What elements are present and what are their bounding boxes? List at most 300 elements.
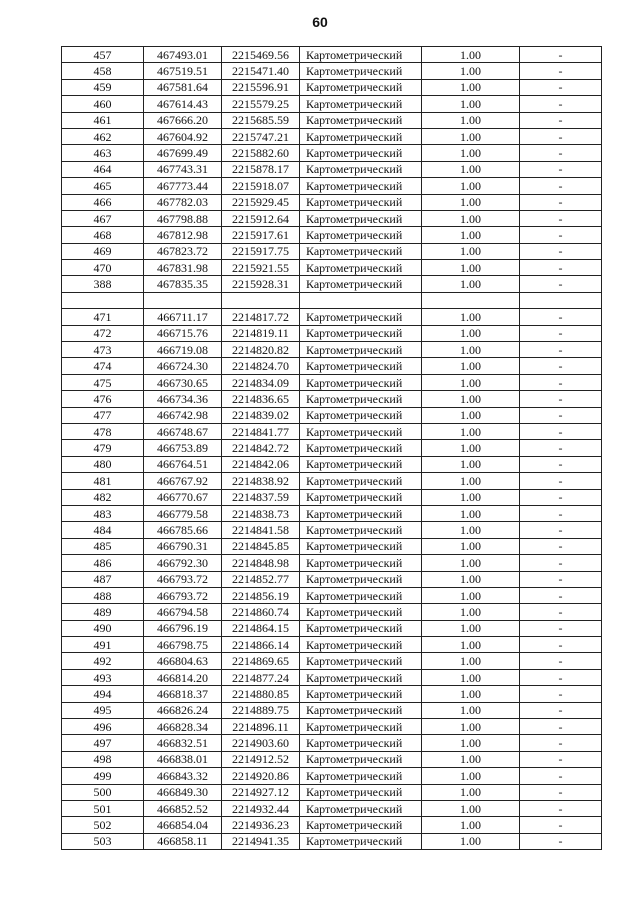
method-cell: Картометрический	[300, 112, 422, 128]
x-coordinate-cell: 466849.30	[144, 784, 222, 800]
method-cell: Картометрический	[300, 800, 422, 816]
method-cell: Картометрический	[300, 719, 422, 735]
point-number-cell: 473	[62, 342, 144, 358]
description-cell: -	[520, 686, 602, 702]
point-number-cell: 459	[62, 79, 144, 95]
point-number-cell: 476	[62, 391, 144, 407]
x-coordinate-cell: 466838.01	[144, 751, 222, 767]
accuracy-cell: 1.00	[422, 440, 520, 456]
table-row	[62, 538, 602, 554]
point-number-cell: 501	[62, 800, 144, 816]
y-coordinate-cell: 2214927.12	[222, 784, 300, 800]
method-cell: Картометрический	[300, 735, 422, 751]
description-cell: -	[520, 719, 602, 735]
x-coordinate-cell: 466734.36	[144, 391, 222, 407]
x-coordinate-cell: 466826.24	[144, 702, 222, 718]
x-coordinate-cell: 466753.89	[144, 440, 222, 456]
table-row	[62, 440, 602, 456]
description-cell: -	[520, 768, 602, 784]
description-cell: -	[520, 620, 602, 636]
method-cell: Картометрический	[300, 637, 422, 653]
table-row-empty	[62, 292, 602, 308]
accuracy-cell: 1.00	[422, 489, 520, 505]
x-coordinate-cell: 466858.11	[144, 833, 222, 849]
y-coordinate-cell: 2214903.60	[222, 735, 300, 751]
x-coordinate-cell: 467743.31	[144, 161, 222, 177]
method-cell: Картометрический	[300, 325, 422, 341]
x-coordinate-cell: 466828.34	[144, 719, 222, 735]
table-row	[62, 637, 602, 653]
accuracy-cell: 1.00	[422, 686, 520, 702]
method-cell: Картометрический	[300, 571, 422, 587]
point-number-cell: 483	[62, 505, 144, 521]
y-coordinate-cell: 2214838.92	[222, 473, 300, 489]
description-cell: -	[520, 669, 602, 685]
table-row	[62, 768, 602, 784]
description-cell: -	[520, 227, 602, 243]
description-cell: -	[520, 653, 602, 669]
accuracy-cell: 1.00	[422, 456, 520, 472]
y-coordinate-cell: 2214839.02	[222, 407, 300, 423]
description-cell: -	[520, 538, 602, 554]
table-row	[62, 587, 602, 603]
table-row	[62, 473, 602, 489]
accuracy-cell: 1.00	[422, 227, 520, 243]
x-coordinate-cell: 467831.98	[144, 260, 222, 276]
description-cell: -	[520, 342, 602, 358]
y-coordinate-cell: 2214842.72	[222, 440, 300, 456]
accuracy-cell: 1.00	[422, 669, 520, 685]
table-row	[62, 555, 602, 571]
x-coordinate-cell: 466742.98	[144, 407, 222, 423]
method-cell: Картометрический	[300, 407, 422, 423]
table-row	[62, 128, 602, 144]
point-number-cell: 469	[62, 243, 144, 259]
table-row	[62, 243, 602, 259]
method-cell: Картометрический	[300, 178, 422, 194]
method-cell: Картометрический	[300, 194, 422, 210]
table-row	[62, 669, 602, 685]
point-number-cell: 491	[62, 637, 144, 653]
point-number-cell: 489	[62, 604, 144, 620]
x-coordinate-cell: 466748.67	[144, 423, 222, 439]
method-cell: Картометрический	[300, 391, 422, 407]
accuracy-cell: 1.00	[422, 210, 520, 226]
x-coordinate-cell: 467614.43	[144, 96, 222, 112]
description-cell: -	[520, 358, 602, 374]
point-number-cell: 457	[62, 47, 144, 63]
y-coordinate-cell: 2214869.65	[222, 653, 300, 669]
accuracy-cell: 1.00	[422, 751, 520, 767]
description-cell: -	[520, 47, 602, 63]
y-coordinate-cell: 2214834.09	[222, 374, 300, 390]
y-coordinate-cell: 2214819.11	[222, 325, 300, 341]
y-coordinate-cell: 2215882.60	[222, 145, 300, 161]
accuracy-cell: 1.00	[422, 161, 520, 177]
x-coordinate-cell: 467782.03	[144, 194, 222, 210]
accuracy-cell: 1.00	[422, 768, 520, 784]
x-coordinate-cell: 467666.20	[144, 112, 222, 128]
point-number-cell: 479	[62, 440, 144, 456]
y-coordinate-cell: 2214838.73	[222, 505, 300, 521]
point-number-cell: 465	[62, 178, 144, 194]
table-row	[62, 751, 602, 767]
description-cell: -	[520, 79, 602, 95]
method-cell: Картометрический	[300, 604, 422, 620]
table-row	[62, 178, 602, 194]
x-coordinate-cell: 466832.51	[144, 735, 222, 751]
point-number-cell: 475	[62, 374, 144, 390]
x-coordinate-cell: 466724.30	[144, 358, 222, 374]
table-row	[62, 686, 602, 702]
table-row	[62, 489, 602, 505]
accuracy-cell: 1.00	[422, 423, 520, 439]
description-cell: -	[520, 260, 602, 276]
accuracy-cell: 1.00	[422, 112, 520, 128]
accuracy-cell: 1.00	[422, 309, 520, 325]
method-cell: Картометрический	[300, 473, 422, 489]
x-coordinate-cell: 466852.52	[144, 800, 222, 816]
method-cell: Картометрический	[300, 555, 422, 571]
y-coordinate-cell: 2214866.14	[222, 637, 300, 653]
table-row	[62, 112, 602, 128]
accuracy-cell: 1.00	[422, 719, 520, 735]
table-row	[62, 571, 602, 587]
accuracy-cell: 1.00	[422, 63, 520, 79]
method-cell: Картометрический	[300, 702, 422, 718]
point-number-cell: 502	[62, 817, 144, 833]
description-cell: -	[520, 194, 602, 210]
table-row	[62, 276, 602, 292]
accuracy-cell: 1.00	[422, 571, 520, 587]
table-row	[62, 784, 602, 800]
table-row	[62, 227, 602, 243]
method-cell: Картометрический	[300, 653, 422, 669]
accuracy-cell: 1.00	[422, 194, 520, 210]
description-cell: -	[520, 391, 602, 407]
table-row	[62, 833, 602, 849]
table-row	[62, 374, 602, 390]
x-coordinate-cell: 467519.51	[144, 63, 222, 79]
accuracy-cell: 1.00	[422, 260, 520, 276]
accuracy-cell: 1.00	[422, 604, 520, 620]
x-coordinate-cell: 467493.01	[144, 47, 222, 63]
y-coordinate-cell: 2214877.24	[222, 669, 300, 685]
point-number-cell: 500	[62, 784, 144, 800]
method-cell: Картометрический	[300, 79, 422, 95]
point-number-cell: 474	[62, 358, 144, 374]
table-row	[62, 325, 602, 341]
x-coordinate-cell: 467835.35	[144, 276, 222, 292]
point-number-cell: 472	[62, 325, 144, 341]
x-coordinate-cell: 466767.92	[144, 473, 222, 489]
table-row	[62, 96, 602, 112]
point-number-cell: 493	[62, 669, 144, 685]
x-coordinate-cell: 467699.49	[144, 145, 222, 161]
accuracy-cell: 1.00	[422, 620, 520, 636]
y-coordinate-cell: 2214889.75	[222, 702, 300, 718]
table-row	[62, 260, 602, 276]
y-coordinate-cell: 2214836.65	[222, 391, 300, 407]
accuracy-cell	[422, 292, 520, 308]
x-coordinate-cell: 466854.04	[144, 817, 222, 833]
accuracy-cell: 1.00	[422, 817, 520, 833]
y-coordinate-cell: 2214880.85	[222, 686, 300, 702]
description-cell: -	[520, 489, 602, 505]
point-number-cell: 495	[62, 702, 144, 718]
y-coordinate-cell: 2214842.06	[222, 456, 300, 472]
y-coordinate-cell: 2214841.77	[222, 423, 300, 439]
description-cell: -	[520, 309, 602, 325]
y-coordinate-cell: 2215921.55	[222, 260, 300, 276]
point-number-cell: 466	[62, 194, 144, 210]
y-coordinate-cell: 2215685.59	[222, 112, 300, 128]
accuracy-cell: 1.00	[422, 374, 520, 390]
table-row	[62, 145, 602, 161]
x-coordinate-cell: 466785.66	[144, 522, 222, 538]
point-number-cell: 478	[62, 423, 144, 439]
point-number-cell: 482	[62, 489, 144, 505]
description-cell: -	[520, 276, 602, 292]
y-coordinate-cell: 2215917.75	[222, 243, 300, 259]
method-cell: Картометрический	[300, 505, 422, 521]
y-coordinate-cell: 2215918.07	[222, 178, 300, 194]
method-cell: Картометрический	[300, 309, 422, 325]
description-cell: -	[520, 112, 602, 128]
y-coordinate-cell: 2215878.17	[222, 161, 300, 177]
y-coordinate-cell: 2214820.82	[222, 342, 300, 358]
point-number-cell: 480	[62, 456, 144, 472]
x-coordinate-cell: 466793.72	[144, 587, 222, 603]
point-number-cell: 462	[62, 128, 144, 144]
accuracy-cell: 1.00	[422, 522, 520, 538]
method-cell: Картометрический	[300, 768, 422, 784]
method-cell: Картометрический	[300, 751, 422, 767]
accuracy-cell: 1.00	[422, 538, 520, 554]
description-cell: -	[520, 96, 602, 112]
method-cell: Картометрический	[300, 63, 422, 79]
description-cell: -	[520, 325, 602, 341]
method-cell: Картометрический	[300, 210, 422, 226]
method-cell: Картометрический	[300, 128, 422, 144]
method-cell: Картометрический	[300, 522, 422, 538]
description-cell: -	[520, 128, 602, 144]
accuracy-cell: 1.00	[422, 145, 520, 161]
point-number-cell: 463	[62, 145, 144, 161]
x-coordinate-cell: 466715.76	[144, 325, 222, 341]
table-row	[62, 620, 602, 636]
point-number-cell: 503	[62, 833, 144, 849]
point-number-cell: 487	[62, 571, 144, 587]
x-coordinate-cell: 466796.19	[144, 620, 222, 636]
table-row	[62, 702, 602, 718]
description-cell: -	[520, 407, 602, 423]
point-number-cell: 481	[62, 473, 144, 489]
accuracy-cell: 1.00	[422, 473, 520, 489]
description-cell: -	[520, 505, 602, 521]
table-row	[62, 342, 602, 358]
point-number-cell: 477	[62, 407, 144, 423]
description-cell: -	[520, 555, 602, 571]
accuracy-cell: 1.00	[422, 342, 520, 358]
description-cell: -	[520, 702, 602, 718]
method-cell: Картометрический	[300, 342, 422, 358]
x-coordinate-cell: 466792.30	[144, 555, 222, 571]
point-number-cell: 498	[62, 751, 144, 767]
y-coordinate-cell: 2214864.15	[222, 620, 300, 636]
point-number-cell: 388	[62, 276, 144, 292]
y-coordinate-cell: 2214941.35	[222, 833, 300, 849]
accuracy-cell: 1.00	[422, 325, 520, 341]
table-row	[62, 210, 602, 226]
accuracy-cell: 1.00	[422, 555, 520, 571]
x-coordinate-cell: 466793.72	[144, 571, 222, 587]
description-cell: -	[520, 571, 602, 587]
description-cell: -	[520, 637, 602, 653]
description-cell: -	[520, 63, 602, 79]
description-cell: -	[520, 178, 602, 194]
y-coordinate-cell: 2214837.59	[222, 489, 300, 505]
point-number-cell: 494	[62, 686, 144, 702]
accuracy-cell: 1.00	[422, 800, 520, 816]
point-number-cell: 461	[62, 112, 144, 128]
y-coordinate-cell: 2215912.64	[222, 210, 300, 226]
point-number-cell: 497	[62, 735, 144, 751]
y-coordinate-cell: 2215596.91	[222, 79, 300, 95]
method-cell: Картометрический	[300, 833, 422, 849]
x-coordinate-cell: 466818.37	[144, 686, 222, 702]
y-coordinate-cell: 2214932.44	[222, 800, 300, 816]
point-number-cell: 467	[62, 210, 144, 226]
coordinates-table-body	[62, 47, 602, 850]
x-coordinate-cell: 466764.51	[144, 456, 222, 472]
table-row	[62, 800, 602, 816]
description-cell	[520, 292, 602, 308]
table-row	[62, 456, 602, 472]
x-coordinate-cell: 467798.88	[144, 210, 222, 226]
accuracy-cell: 1.00	[422, 243, 520, 259]
x-coordinate-cell: 466843.32	[144, 768, 222, 784]
method-cell: Картометрический	[300, 686, 422, 702]
table-row	[62, 817, 602, 833]
table-row	[62, 63, 602, 79]
point-number-cell: 470	[62, 260, 144, 276]
description-cell: -	[520, 784, 602, 800]
point-number-cell: 485	[62, 538, 144, 554]
description-cell: -	[520, 817, 602, 833]
table-row	[62, 161, 602, 177]
y-coordinate-cell: 2214860.74	[222, 604, 300, 620]
page-number: 60	[312, 14, 328, 30]
accuracy-cell: 1.00	[422, 96, 520, 112]
table-row	[62, 309, 602, 325]
x-coordinate-cell: 466770.67	[144, 489, 222, 505]
y-coordinate-cell: 2215469.56	[222, 47, 300, 63]
x-coordinate-cell	[144, 292, 222, 308]
y-coordinate-cell	[222, 292, 300, 308]
description-cell: -	[520, 145, 602, 161]
table-row	[62, 391, 602, 407]
method-cell: Картометрический	[300, 456, 422, 472]
y-coordinate-cell: 2215579.25	[222, 96, 300, 112]
method-cell: Картометрический	[300, 489, 422, 505]
accuracy-cell: 1.00	[422, 587, 520, 603]
x-coordinate-cell: 466719.08	[144, 342, 222, 358]
description-cell: -	[520, 604, 602, 620]
table-row	[62, 522, 602, 538]
x-coordinate-cell: 466730.65	[144, 374, 222, 390]
y-coordinate-cell: 2215471.40	[222, 63, 300, 79]
table-row	[62, 423, 602, 439]
coordinates-table	[61, 46, 602, 850]
point-number-cell: 486	[62, 555, 144, 571]
accuracy-cell: 1.00	[422, 178, 520, 194]
description-cell: -	[520, 522, 602, 538]
y-coordinate-cell: 2214936.23	[222, 817, 300, 833]
accuracy-cell: 1.00	[422, 391, 520, 407]
accuracy-cell: 1.00	[422, 653, 520, 669]
x-coordinate-cell: 467823.72	[144, 243, 222, 259]
accuracy-cell: 1.00	[422, 276, 520, 292]
description-cell: -	[520, 210, 602, 226]
accuracy-cell: 1.00	[422, 358, 520, 374]
y-coordinate-cell: 2215929.45	[222, 194, 300, 210]
table-row	[62, 47, 602, 63]
method-cell: Картометрический	[300, 227, 422, 243]
method-cell: Картометрический	[300, 817, 422, 833]
method-cell: Картометрический	[300, 784, 422, 800]
x-coordinate-cell: 466798.75	[144, 637, 222, 653]
accuracy-cell: 1.00	[422, 505, 520, 521]
point-number-cell: 460	[62, 96, 144, 112]
point-number-cell: 471	[62, 309, 144, 325]
y-coordinate-cell: 2214852.77	[222, 571, 300, 587]
y-coordinate-cell: 2214856.19	[222, 587, 300, 603]
accuracy-cell: 1.00	[422, 702, 520, 718]
y-coordinate-cell: 2215747.21	[222, 128, 300, 144]
method-cell: Картометрический	[300, 669, 422, 685]
table-row	[62, 194, 602, 210]
method-cell: Картометрический	[300, 440, 422, 456]
y-coordinate-cell: 2214845.85	[222, 538, 300, 554]
accuracy-cell: 1.00	[422, 784, 520, 800]
method-cell: Картометрический	[300, 423, 422, 439]
method-cell: Картометрический	[300, 620, 422, 636]
description-cell: -	[520, 374, 602, 390]
accuracy-cell: 1.00	[422, 79, 520, 95]
y-coordinate-cell: 2214841.58	[222, 522, 300, 538]
y-coordinate-cell: 2214896.11	[222, 719, 300, 735]
y-coordinate-cell: 2214817.72	[222, 309, 300, 325]
table-row	[62, 735, 602, 751]
accuracy-cell: 1.00	[422, 735, 520, 751]
point-number-cell: 458	[62, 63, 144, 79]
accuracy-cell: 1.00	[422, 407, 520, 423]
accuracy-cell: 1.00	[422, 47, 520, 63]
x-coordinate-cell: 467604.92	[144, 128, 222, 144]
description-cell: -	[520, 243, 602, 259]
accuracy-cell: 1.00	[422, 833, 520, 849]
x-coordinate-cell: 466711.17	[144, 309, 222, 325]
y-coordinate-cell: 2214824.70	[222, 358, 300, 374]
method-cell: Картометрический	[300, 538, 422, 554]
x-coordinate-cell: 466779.58	[144, 505, 222, 521]
method-cell: Картометрический	[300, 358, 422, 374]
table-row	[62, 407, 602, 423]
table-row	[62, 79, 602, 95]
method-cell: Картометрический	[300, 161, 422, 177]
accuracy-cell: 1.00	[422, 637, 520, 653]
